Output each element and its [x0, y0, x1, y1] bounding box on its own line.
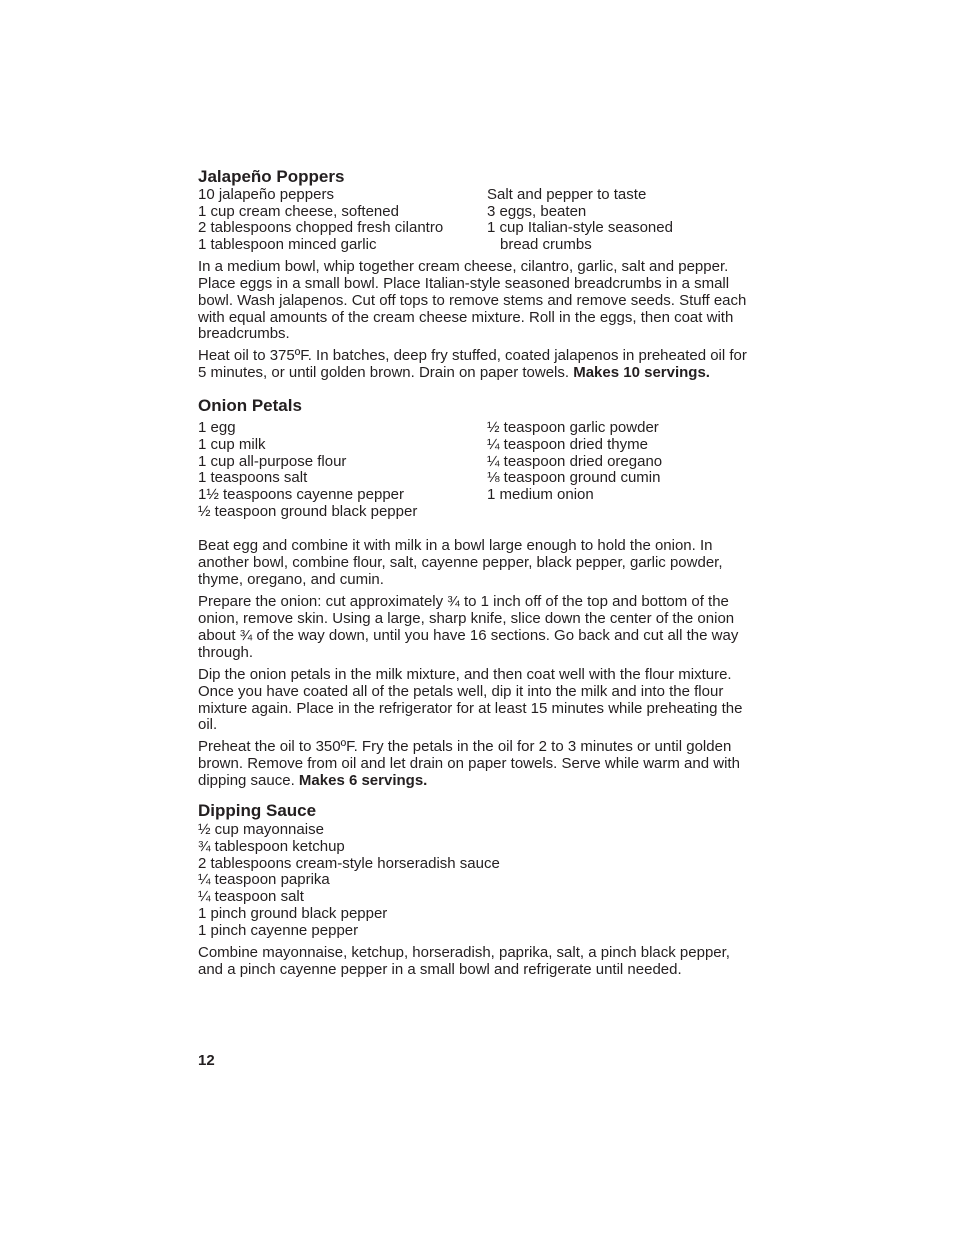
ingredient-item: 1 medium onion	[487, 485, 594, 503]
ingredient-item: Salt and pepper to taste	[487, 186, 647, 203]
ingredient-item: 1 tablespoon minced garlic	[198, 236, 377, 254]
ingredient-item: ⅛ teaspoon ground cumin	[487, 469, 661, 487]
ingredient-item: 1 cup all-purpose flour	[198, 452, 347, 470]
manual-page	[198, 166, 758, 978]
instructions-paragraph: In a medium bowl, whip together cream cheese, cilantro, garlic, salt and pepper. Place eggs in a small bowl. Place Italian-style seasoned breadcrumbs in a small bowl. Wash jalapenos. Cut off tops to remove stems and remove seeds. Stuff each with equal amounts of the cream cheese mixture. Roll in the eggs, then coat with breadcrumbs.	[198, 257, 747, 343]
ingredient-text: 1 cup Italian-style seasoned	[487, 219, 673, 237]
ingredient-list-right	[487, 187, 758, 254]
recipe-title: Dipping Sauce	[198, 801, 317, 821]
ingredient-item: 1 egg	[198, 419, 236, 437]
recipe-title: Onion Petals	[198, 396, 302, 416]
ingredient-continuation: bread crumbs	[500, 236, 592, 254]
instructions-paragraph: Dip the onion petals in the milk mixture, and then coat well with the flour mixture. Once you have coated all of the petals well, dip it into the milk and into the flour mixture again. Place in the refrigerator for at least 15 minutes while preheating the oil.	[198, 665, 743, 734]
ingredient-list-right	[487, 420, 758, 520]
ingredient-item: 1 cup milk	[198, 435, 266, 453]
recipe-dipping-sauce	[198, 800, 758, 978]
ingredient-item: ½ cup mayonnaise	[198, 821, 324, 839]
instructions-paragraph	[198, 739, 758, 790]
ingredient-list	[198, 822, 758, 940]
instructions-paragraph	[198, 348, 758, 382]
ingredient-item: ¼ teaspoon salt	[198, 888, 304, 906]
instructions-paragraph: Combine mayonnaise, ketchup, horseradish, paprika, salt, a pinch black pepper, and a pinch cayenne pepper in a small bowl and refrigerate until needed.	[198, 943, 730, 978]
instructions-paragraph: Beat egg and combine it with milk in a bowl large enough to hold the onion. In another bowl, combine flour, salt, cayenne pepper, black pepper, garlic powder, thyme, oregano, and cumin.	[198, 537, 723, 589]
ingredient-list-left	[198, 187, 487, 254]
ingredient-item: 1 teaspoons salt	[198, 469, 308, 487]
ingredient-item: 3 eggs, beaten	[487, 202, 587, 220]
servings-note: Makes 10 servings.	[573, 364, 710, 382]
ingredient-item: ¼ teaspoon paprika	[198, 871, 330, 889]
instructions-text: Heat oil to 375ºF. In batches, deep fry stuffed, coated jalapenos in preheated oil for 5 minutes, or until golden brown. Drain on paper towels.	[198, 347, 747, 382]
ingredient-item: ¼ teaspoon dried thyme	[487, 435, 648, 453]
ingredient-item: ½ teaspoon ground black pepper	[198, 502, 418, 520]
ingredient-item: ¼ teaspoon dried oregano	[487, 452, 663, 470]
page-number: 12	[198, 1052, 215, 1069]
ingredient-item: ½ teaspoon garlic powder	[487, 419, 659, 437]
recipe-jalapeno-poppers	[198, 166, 758, 382]
ingredient-item: 1 cup cream cheese, softened	[198, 202, 399, 220]
ingredient-item: 1 pinch ground black pepper	[198, 905, 388, 923]
instructions-paragraph: Prepare the onion: cut approximately ¾ to 1 inch off of the top and bottom of the onion, remove skin. Using a large, sharp knife, slice down the center of the onion about ¾ of the way down, until you have 16 sections. Go back and cut all the way through.	[198, 593, 739, 661]
ingredient-item: 10 jalapeño peppers	[198, 186, 334, 203]
instructions-text: Preheat the oil to 350ºF. Fry the petals in the oil for 2 to 3 minutes or until golden brown. Remove from oil and let drain on paper towels. Serve while warm and with dipping sauce.	[198, 738, 740, 790]
ingredient-item: 1½ teaspoons cayenne pepper	[198, 485, 404, 503]
ingredient-item: 1 pinch cayenne pepper	[198, 921, 359, 939]
recipe-title: Jalapeño Poppers	[198, 167, 345, 186]
ingredient-list-left	[198, 420, 487, 520]
ingredient-item: 2 tablespoons cream-style horseradish sauce	[198, 854, 500, 872]
ingredient-columns	[198, 420, 758, 520]
ingredient-item: ¾ tablespoon ketchup	[198, 837, 345, 855]
ingredient-item	[487, 220, 758, 253]
ingredient-columns	[198, 187, 758, 254]
servings-note: Makes 6 servings.	[298, 772, 428, 790]
recipe-onion-petals	[198, 395, 758, 790]
ingredient-item: 2 tablespoons chopped fresh cilantro	[198, 219, 444, 237]
